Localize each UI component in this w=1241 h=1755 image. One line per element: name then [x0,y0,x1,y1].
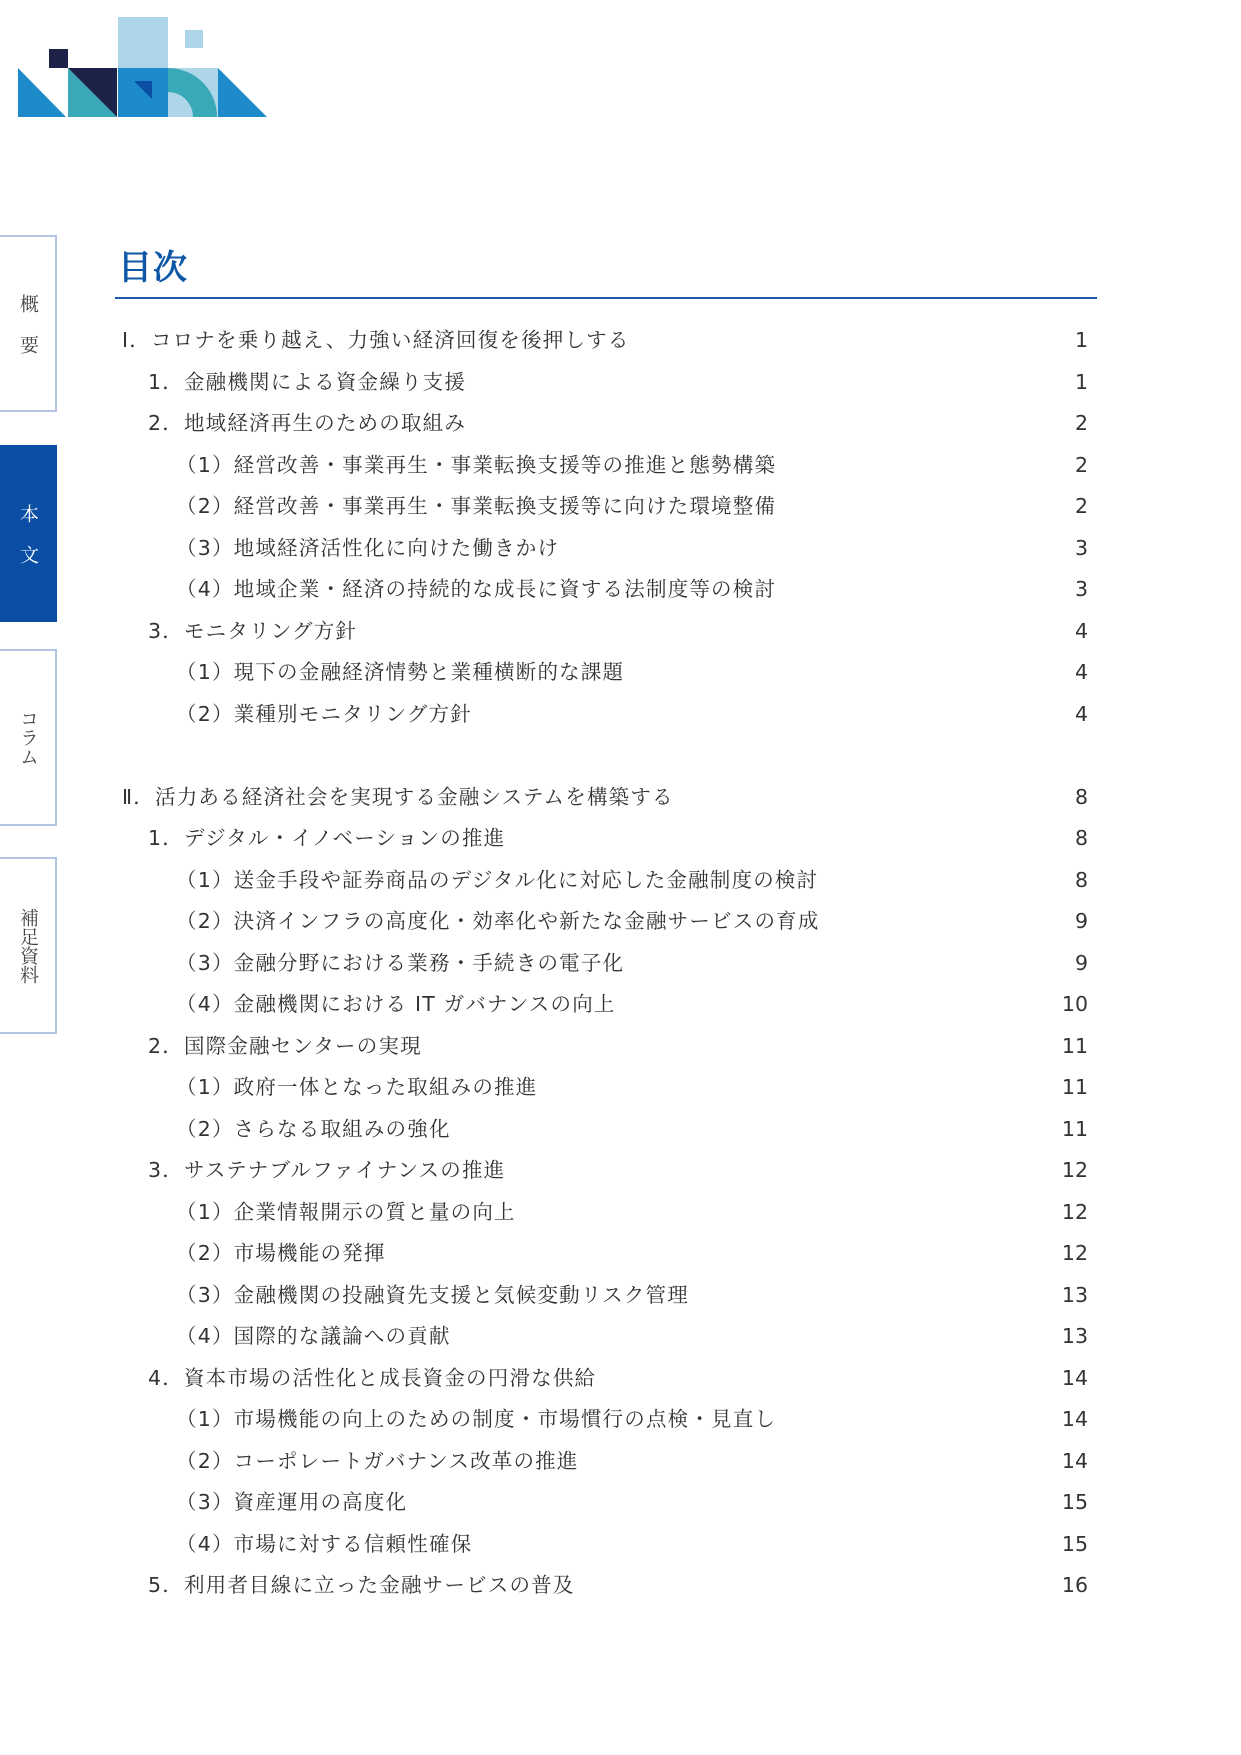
toc-entry-page: 14 [1061,1407,1088,1431]
title-divider [115,297,1097,299]
toc-entry[interactable] [0,1441,1241,1483]
toc-entry[interactable] [0,694,1241,736]
toc-entry[interactable] [0,611,1241,653]
toc-entry-text: 4．資本市場の活性化と成長資金の円滑な供給 [148,1365,597,1390]
toc-entry-page: 13 [1061,1282,1088,1307]
toc-entry-page: 11 [1061,1116,1088,1141]
logo-triangle-1 [18,68,66,117]
toc-entry-page: 12 [1061,1199,1088,1224]
toc-entry-text: （2）コーポレートガバナンス改革の推進 [176,1448,579,1473]
toc-entry[interactable] [0,1026,1241,1068]
toc-entry-page: 4 [1074,701,1088,726]
toc-entry-text: （4）金融機関における IT ガバナンスの向上 [176,992,616,1016]
toc-entry-page: 12 [1061,1158,1088,1182]
toc-entry-text: （4）市場に対する信頼性確保 [176,1531,473,1556]
toc-entry[interactable] [0,1109,1241,1151]
toc-entry-text: （4）地域企業・経済の持続的な成長に資する法制度等の検討 [176,577,777,601]
toc-entry-text: （2）さらなる取組みの強化 [176,1116,451,1141]
toc-entry[interactable] [0,1399,1241,1441]
toc-entry-page: 14 [1061,1365,1088,1390]
toc-entry-page: 15 [1061,1490,1088,1514]
toc-entry-page: 8 [1074,784,1088,809]
side-tab-label: 概要 [17,293,39,376]
toc-entry-page: 1 [1074,328,1088,352]
toc-entry[interactable] [0,901,1241,943]
toc-entry-page: 13 [1061,1324,1088,1348]
toc-entry[interactable] [0,1316,1241,1358]
toc-entry-page: 2 [1074,452,1088,477]
toc-entry-text: Ⅰ．コロナを乗り越え、力強い経済回復を後押しする [122,328,630,352]
side-tab-label: コラム [17,709,39,766]
toc-entry[interactable] [0,445,1241,487]
toc-entry-text: （2）市場機能の発揮 [176,1241,386,1265]
toc-entry[interactable] [0,1067,1241,1109]
toc-entry[interactable] [0,943,1241,985]
toc-entry[interactable] [0,486,1241,528]
toc-entry-text: 3．モニタリング方針 [148,618,358,643]
logo-dark-square [49,49,68,68]
logo-tall-rect [118,17,168,68]
toc-entry-text: （3）地域経済活性化に向けた働きかけ [176,535,560,560]
toc-entry-page: 16 [1061,1573,1088,1597]
logo-small-square [185,30,203,48]
toc-entry-text: （1）企業情報開示の質と量の向上 [176,1199,516,1224]
toc-entry-text: （1）経営改善・事業再生・事業転換支援等の推進と態勢構築 [176,452,777,477]
toc-entry-page: 4 [1074,660,1088,684]
toc-entry-text: 1．金融機関による資金繰り支援 [148,369,467,394]
toc-entry[interactable] [0,403,1241,445]
toc-entry[interactable] [0,1275,1241,1317]
toc-entry[interactable] [0,1524,1241,1566]
logo-block-3 [118,68,168,117]
toc-entry[interactable] [0,362,1241,404]
toc-entry-text: （4）国際的な議論への貢献 [176,1324,451,1348]
toc-entry-text: （1）政府一体となった取組みの推進 [176,1075,538,1099]
logo-triangle-5 [218,68,267,117]
toc-entry-text: （3）金融分野における業務・手続きの電子化 [176,950,625,975]
toc-entry-page: 3 [1074,577,1088,601]
page-title: 目次 [118,248,188,288]
toc-entry-text: 2．地域経済再生のための取組み [148,411,467,435]
side-tab-label: 本文 [17,503,39,586]
toc-entry-text: 2．国際金融センターの実現 [148,1033,422,1058]
toc-entry-text: （1）現下の金融経済情勢と業種横断的な課題 [176,660,625,684]
toc-entry-page: 8 [1074,867,1088,892]
toc-entry-text: 1．デジタル・イノベーションの推進 [148,826,506,850]
toc-entry[interactable] [0,1565,1241,1607]
toc-entry[interactable] [0,1482,1241,1524]
toc-entry-page: 11 [1061,1075,1088,1099]
toc-entry-page: 2 [1074,411,1088,435]
toc-entry[interactable] [0,1358,1241,1400]
toc-entry-page: 9 [1074,950,1088,975]
toc-section-1 [0,320,1241,735]
side-tab-label: 補足資料 [17,907,39,984]
toc-entry-page: 10 [1061,992,1088,1016]
toc-entry-text: （2）決済インフラの高度化・効率化や新たな金融サービスの育成 [176,909,820,933]
toc-entry-text: （2）業種別モニタリング方針 [176,701,472,726]
toc-entry[interactable] [0,984,1241,1026]
toc-entry-page: 4 [1074,618,1088,643]
toc-entry[interactable] [0,777,1241,819]
toc-entry[interactable] [0,1192,1241,1234]
toc-section-2 [0,777,1241,1607]
toc-entry[interactable] [0,818,1241,860]
toc-entry-page: 14 [1061,1448,1088,1473]
toc-entry[interactable] [0,528,1241,570]
toc-entry-text: （1）送金手段や証券商品のデジタル化に対応した金融制度の検討 [176,867,819,892]
table-of-contents [0,320,1241,1607]
toc-entry-page: 2 [1074,494,1088,518]
toc-entry[interactable] [0,320,1241,362]
toc-entry-page: 9 [1074,909,1088,933]
toc-entry-page: 8 [1074,826,1088,850]
toc-entry-text: Ⅱ．活力ある経済社会を実現する金融システムを構築する [122,784,674,809]
toc-entry[interactable] [0,1150,1241,1192]
toc-entry-page: 1 [1074,369,1088,394]
toc-entry-text: （2）経営改善・事業再生・事業転換支援等に向けた環境整備 [176,494,777,518]
toc-entry[interactable] [0,1233,1241,1275]
toc-entry-text: 5．利用者目線に立った金融サービスの普及 [148,1573,575,1597]
toc-entry-text: （1）市場機能の向上のための制度・市場慣行の点検・見直し [176,1407,777,1431]
toc-entry-text: （3）資産運用の高度化 [176,1490,408,1514]
toc-entry-page: 12 [1061,1241,1088,1265]
toc-entry-page: 15 [1061,1531,1088,1556]
toc-entry-page: 3 [1074,535,1088,560]
toc-entry-text: （3）金融機関の投融資先支援と気候変動リスク管理 [176,1282,689,1307]
toc-entry[interactable] [0,652,1241,694]
logo [0,0,280,130]
toc-entry[interactable] [0,569,1241,611]
toc-entry-text: 3．サステナブルファイナンスの推進 [148,1158,506,1182]
toc-entry-page: 11 [1061,1033,1088,1058]
toc-entry[interactable] [0,860,1241,902]
